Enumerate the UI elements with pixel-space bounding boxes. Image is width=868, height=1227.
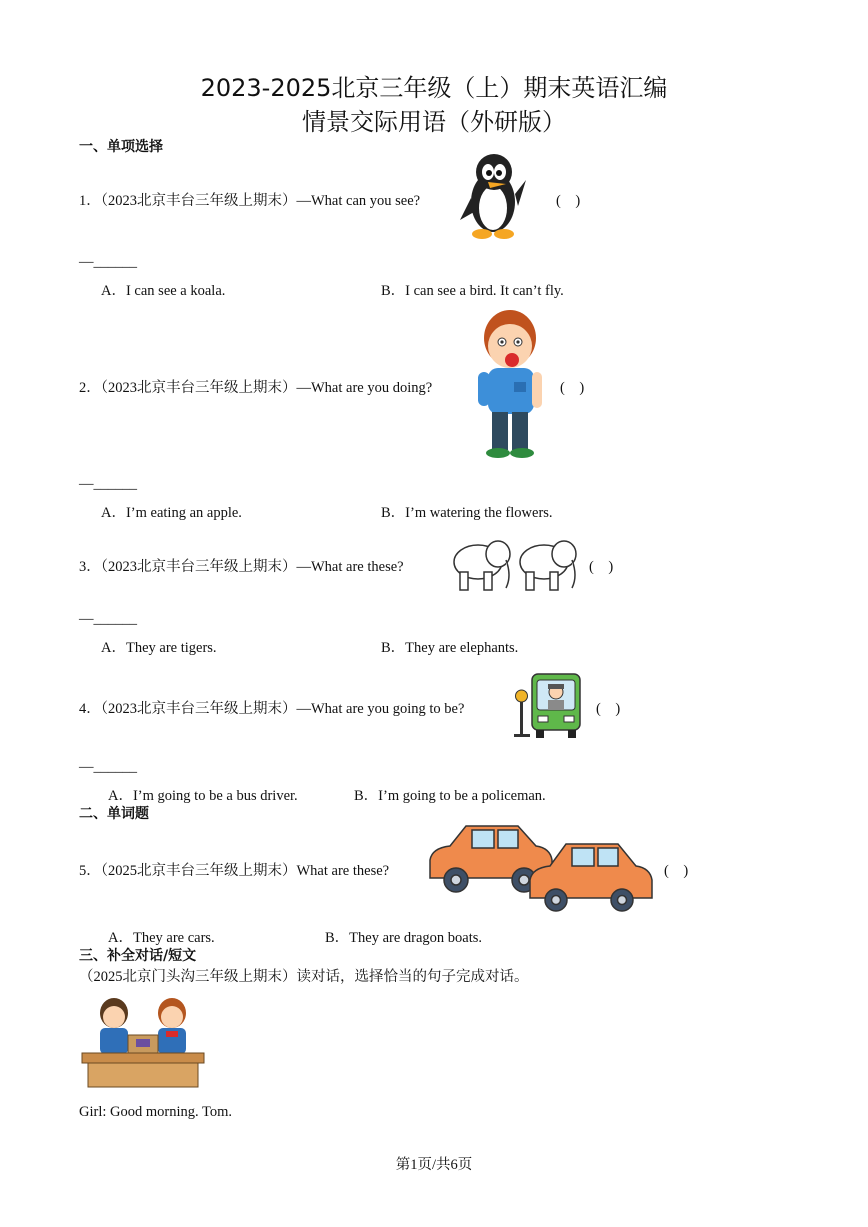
section-heading-3: 三、补全对话/短文	[79, 948, 197, 964]
section-heading-2: 二、单词题	[79, 806, 149, 822]
section-heading-1: 一、单项选择	[79, 139, 163, 155]
boy-eating-apple-icon	[470, 308, 550, 460]
title-line-1: 2023-2025北京三年级（上）期末英语汇编	[200, 74, 668, 102]
answer-paren-1[interactable]: ( )	[556, 193, 581, 209]
option-5-a[interactable]: A．They are cars.	[108, 930, 215, 946]
option-1-a[interactable]: A．I can see a koala.	[101, 283, 226, 299]
option-3-b[interactable]: B．They are elephants.	[381, 640, 519, 656]
answer-paren-5[interactable]: ( )	[664, 863, 689, 879]
question-4-stem: 4．（2023北京丰台三年级上期末）—What are you going to be?	[79, 701, 465, 717]
answer-paren-2[interactable]: ( )	[560, 380, 585, 396]
answer-paren-4[interactable]: ( )	[596, 701, 621, 717]
question-5-stem: 5．（2025北京丰台三年级上期末）What are these?	[79, 863, 390, 879]
title-line-2: 情景交际用语（外研版）	[302, 108, 566, 136]
dialogue-intro: （2025北京门头沟三年级上期末）读对话，选择恰当的句子完成对话。	[79, 969, 529, 985]
option-3-a[interactable]: A．They are tigers.	[101, 640, 217, 656]
question-2-stem: 2．（2023北京丰台三年级上期末）—What are you doing?	[79, 380, 433, 396]
answer-paren-3[interactable]: ( )	[589, 559, 614, 575]
answer-blank-2[interactable]: —______	[79, 476, 137, 492]
answer-blank-3[interactable]: —______	[79, 611, 137, 627]
option-4-a[interactable]: A．I’m going to be a bus driver.	[108, 788, 298, 804]
option-2-b[interactable]: B．I’m watering the flowers.	[381, 505, 553, 521]
dialogue-line-1: Girl: Good morning. Tom.	[79, 1104, 232, 1120]
children-at-desk-icon	[80, 995, 206, 1091]
question-3-stem: 3．（2023北京丰台三年级上期末）—What are these?	[79, 559, 404, 575]
question-1-stem: 1．（2023北京丰台三年级上期末）—What can you see?	[79, 193, 421, 209]
elephants-icon	[446, 532, 578, 594]
option-4-b[interactable]: B．I’m going to be a policeman.	[354, 788, 546, 804]
answer-blank-1[interactable]: —______	[79, 254, 137, 270]
penguin-icon	[458, 150, 528, 242]
answer-blank-4[interactable]: —______	[79, 759, 137, 775]
option-5-b[interactable]: B．They are dragon boats.	[325, 930, 483, 946]
page-footer: 第1页/共6页	[395, 1157, 473, 1173]
option-1-b[interactable]: B．I can see a bird. It can’t fly.	[381, 283, 564, 299]
cars-icon	[426, 820, 656, 912]
option-2-a[interactable]: A．I’m eating an apple.	[101, 505, 242, 521]
bus-driver-icon	[512, 670, 584, 740]
